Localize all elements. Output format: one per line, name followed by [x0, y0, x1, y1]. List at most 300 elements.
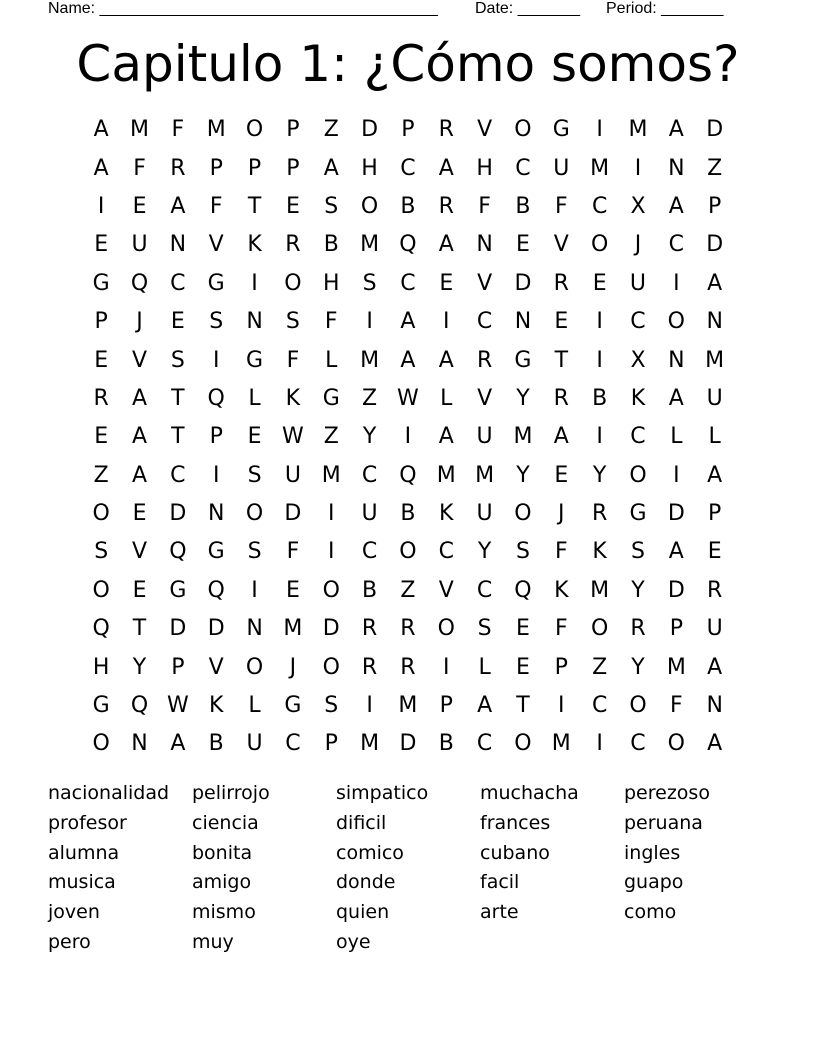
- grid-letter[interactable]: B: [592, 385, 608, 411]
- grid-letter[interactable]: C: [630, 309, 646, 335]
- grid-letter[interactable]: Y: [132, 654, 147, 680]
- grid-letter[interactable]: M: [321, 462, 341, 488]
- grid-letter[interactable]: O: [514, 501, 532, 527]
- grid-letter[interactable]: A: [438, 347, 454, 373]
- grid-letter[interactable]: D: [169, 616, 187, 642]
- grid-letter[interactable]: M: [436, 462, 456, 488]
- grid-letter[interactable]: F: [133, 155, 146, 181]
- grid-letter[interactable]: L: [248, 385, 261, 411]
- grid-letter[interactable]: L: [670, 424, 683, 450]
- word-bank-item: dificil: [336, 811, 387, 834]
- grid-letter[interactable]: O: [514, 117, 532, 143]
- grid-letter[interactable]: E: [132, 501, 147, 527]
- grid-letter[interactable]: E: [94, 424, 109, 450]
- grid-letter[interactable]: O: [92, 731, 110, 757]
- grid-letter[interactable]: O: [322, 654, 340, 680]
- grid-letter[interactable]: M: [360, 731, 380, 757]
- grid-letter[interactable]: P: [669, 616, 683, 642]
- grid-letter[interactable]: N: [706, 309, 723, 335]
- grid-letter[interactable]: I: [596, 731, 603, 757]
- grid-letter[interactable]: A: [131, 462, 148, 488]
- grid-letter[interactable]: A: [438, 424, 454, 450]
- grid-letter[interactable]: T: [132, 616, 147, 642]
- grid-letter[interactable]: C: [668, 232, 685, 258]
- word-bank-item: alumna: [48, 841, 120, 864]
- grid-letter[interactable]: Q: [207, 577, 225, 603]
- grid-letter[interactable]: F: [324, 309, 338, 335]
- grid-letter[interactable]: I: [251, 270, 258, 296]
- grid-letter[interactable]: U: [629, 270, 647, 296]
- grid-letter[interactable]: Y: [516, 385, 530, 411]
- grid-letter[interactable]: Q: [399, 232, 417, 258]
- grid-letter[interactable]: H: [476, 155, 493, 181]
- grid-letter[interactable]: D: [399, 731, 417, 757]
- grid-letter[interactable]: M: [360, 232, 380, 258]
- grid-letter[interactable]: A: [668, 539, 684, 565]
- grid-letter[interactable]: G: [207, 270, 225, 296]
- grid-letter[interactable]: A: [170, 193, 186, 219]
- grid-letter[interactable]: D: [706, 232, 724, 258]
- grid-letter[interactable]: R: [400, 616, 416, 642]
- grid-letter[interactable]: G: [169, 577, 187, 603]
- grid-letter[interactable]: G: [322, 385, 340, 411]
- grid-letter[interactable]: A: [400, 309, 416, 335]
- grid-letter[interactable]: C: [361, 462, 378, 488]
- grid-letter[interactable]: Y: [477, 539, 492, 565]
- grid-letter[interactable]: R: [630, 616, 646, 642]
- grid-letter[interactable]: I: [596, 117, 603, 143]
- grid-letter[interactable]: C: [476, 309, 493, 335]
- grid-letter[interactable]: R: [285, 232, 301, 258]
- grid-letter[interactable]: I: [212, 462, 220, 488]
- grid-letter[interactable]: Y: [631, 577, 645, 603]
- grid-letter[interactable]: N: [706, 693, 723, 719]
- grid-letter[interactable]: A: [668, 117, 684, 143]
- grid-letter[interactable]: J: [289, 654, 297, 680]
- grid-letter[interactable]: P: [708, 501, 722, 527]
- grid-letter[interactable]: B: [400, 193, 416, 219]
- grid-letter[interactable]: U: [284, 462, 301, 488]
- grid-letter[interactable]: D: [207, 616, 225, 642]
- grid-letter[interactable]: U: [361, 501, 378, 527]
- grid-letter[interactable]: I: [251, 577, 258, 603]
- grid-letter[interactable]: I: [443, 309, 450, 335]
- grid-letter[interactable]: U: [553, 155, 570, 181]
- grid-letter[interactable]: D: [667, 577, 685, 603]
- grid-letter[interactable]: K: [208, 693, 224, 719]
- grid-letter[interactable]: O: [437, 616, 455, 642]
- date-field[interactable]: Date: _______: [475, 0, 580, 17]
- grid-letter[interactable]: C: [476, 577, 493, 603]
- grid-letter[interactable]: A: [707, 270, 723, 296]
- grid-letter[interactable]: A: [438, 232, 454, 258]
- grid-letter[interactable]: P: [209, 424, 223, 450]
- grid-letter[interactable]: R: [361, 616, 378, 642]
- grid-letter[interactable]: F: [171, 117, 185, 143]
- grid-letter[interactable]: E: [170, 309, 185, 335]
- grid-letter[interactable]: J: [558, 501, 565, 527]
- grid-letter[interactable]: X: [630, 193, 646, 219]
- grid-letter[interactable]: V: [131, 539, 148, 565]
- grid-letter[interactable]: I: [97, 193, 105, 219]
- grid-letter[interactable]: A: [668, 193, 684, 219]
- grid-letter[interactable]: M: [590, 577, 610, 603]
- grid-letter[interactable]: N: [668, 347, 685, 373]
- grid-letter[interactable]: Q: [399, 462, 417, 488]
- grid-letter[interactable]: E: [94, 232, 109, 258]
- grid-letter[interactable]: F: [670, 693, 683, 719]
- grid-letter[interactable]: V: [553, 232, 569, 258]
- grid-letter[interactable]: P: [324, 731, 338, 757]
- grid-letter[interactable]: V: [438, 577, 454, 603]
- grid-letter[interactable]: T: [554, 347, 569, 373]
- grid-letter[interactable]: D: [322, 616, 340, 642]
- grid-letter[interactable]: B: [323, 232, 339, 258]
- grid-letter[interactable]: D: [514, 270, 532, 296]
- grid-letter[interactable]: M: [551, 731, 571, 757]
- grid-letter[interactable]: E: [554, 309, 569, 335]
- grid-letter[interactable]: O: [667, 309, 685, 335]
- grid-letter[interactable]: Z: [707, 155, 723, 181]
- grid-letter[interactable]: G: [246, 347, 264, 373]
- grid-letter[interactable]: I: [558, 693, 565, 719]
- grid-letter[interactable]: S: [94, 539, 109, 565]
- grid-letter[interactable]: T: [516, 693, 530, 719]
- grid-letter[interactable]: Z: [323, 424, 339, 450]
- grid-letter[interactable]: O: [92, 501, 110, 527]
- grid-letter[interactable]: A: [707, 731, 723, 757]
- grid-letter[interactable]: D: [667, 501, 685, 527]
- grid-letter[interactable]: E: [132, 577, 147, 603]
- grid-letter[interactable]: H: [361, 155, 378, 181]
- grid-letter[interactable]: S: [209, 309, 224, 335]
- grid-letter[interactable]: K: [630, 385, 646, 411]
- word-bank-item: arte: [480, 901, 519, 924]
- grid-letter[interactable]: L: [478, 654, 491, 680]
- grid-letter[interactable]: E: [707, 539, 722, 565]
- grid-letter[interactable]: Z: [400, 577, 416, 603]
- grid-letter[interactable]: A: [707, 462, 723, 488]
- grid-letter[interactable]: C: [285, 731, 301, 757]
- grid-letter[interactable]: M: [513, 424, 533, 450]
- grid-letter[interactable]: S: [362, 270, 377, 296]
- grid-letter[interactable]: S: [631, 539, 645, 565]
- grid-letter[interactable]: T: [247, 193, 262, 219]
- grid-letter[interactable]: Q: [130, 270, 149, 296]
- grid-letter[interactable]: C: [170, 270, 186, 296]
- grid-letter[interactable]: Y: [592, 462, 607, 488]
- grid-letter[interactable]: F: [478, 193, 491, 219]
- grid-letter[interactable]: I: [634, 155, 642, 181]
- grid-letter[interactable]: C: [591, 693, 608, 719]
- grid-letter[interactable]: R: [400, 654, 416, 680]
- grid-letter[interactable]: R: [553, 385, 569, 411]
- grid-letter[interactable]: U: [246, 731, 263, 757]
- grid-letter[interactable]: U: [476, 424, 493, 450]
- grid-letter[interactable]: F: [554, 539, 568, 565]
- grid-letter[interactable]: N: [169, 232, 187, 258]
- grid-letter[interactable]: B: [362, 577, 378, 603]
- grid-letter[interactable]: I: [212, 347, 220, 373]
- grid-letter[interactable]: C: [630, 731, 646, 757]
- grid-letter[interactable]: O: [629, 462, 647, 488]
- grid-letter[interactable]: R: [553, 270, 569, 296]
- grid-letter[interactable]: G: [629, 501, 647, 527]
- grid-letter[interactable]: V: [208, 654, 224, 680]
- grid-letter[interactable]: M: [666, 654, 686, 680]
- grid-letter[interactable]: S: [515, 539, 530, 565]
- grid-letter[interactable]: E: [554, 462, 569, 488]
- grid-letter[interactable]: A: [131, 385, 148, 411]
- grid-letter[interactable]: L: [325, 347, 338, 373]
- grid-letter[interactable]: K: [439, 501, 454, 527]
- grid-letter[interactable]: P: [401, 117, 415, 143]
- grid-letter[interactable]: C: [515, 155, 531, 181]
- grid-letter[interactable]: O: [590, 232, 609, 258]
- grid-letter[interactable]: F: [554, 193, 568, 219]
- word-bank-item: facil: [480, 871, 520, 894]
- grid-letter[interactable]: I: [596, 347, 603, 373]
- grid-letter[interactable]: Z: [323, 117, 339, 143]
- grid-letter[interactable]: I: [596, 424, 603, 450]
- grid-letter[interactable]: R: [438, 117, 454, 143]
- grid-letter[interactable]: C: [591, 193, 608, 219]
- grid-letter[interactable]: O: [284, 270, 302, 296]
- grid-letter[interactable]: P: [708, 193, 722, 219]
- grid-letter[interactable]: R: [591, 501, 608, 527]
- grid-letter[interactable]: K: [554, 577, 569, 603]
- grid-letter[interactable]: O: [245, 501, 264, 527]
- grid-letter[interactable]: D: [706, 117, 724, 143]
- grid-letter[interactable]: O: [322, 577, 340, 603]
- grid-letter[interactable]: I: [673, 270, 680, 296]
- grid-letter[interactable]: K: [247, 232, 262, 258]
- grid-letter[interactable]: C: [400, 270, 416, 296]
- grid-letter[interactable]: S: [324, 193, 339, 219]
- grid-letter[interactable]: A: [400, 347, 416, 373]
- grid-letter[interactable]: L: [440, 385, 453, 411]
- grid-letter[interactable]: F: [286, 347, 300, 373]
- grid-letter[interactable]: S: [247, 539, 262, 565]
- grid-letter[interactable]: N: [246, 616, 263, 642]
- grid-letter[interactable]: C: [361, 539, 378, 565]
- grid-letter[interactable]: C: [476, 731, 493, 757]
- grid-letter[interactable]: M: [475, 462, 495, 488]
- grid-letter[interactable]: U: [706, 385, 723, 411]
- grid-letter[interactable]: G: [552, 117, 570, 143]
- grid-letter[interactable]: O: [245, 117, 264, 143]
- grid-letter[interactable]: A: [323, 155, 339, 181]
- grid-letter[interactable]: Z: [93, 462, 109, 488]
- grid-letter[interactable]: Q: [92, 616, 110, 642]
- grid-letter[interactable]: S: [324, 693, 339, 719]
- grid-letter[interactable]: O: [245, 654, 264, 680]
- grid-letter[interactable]: U: [476, 501, 493, 527]
- period-field[interactable]: Period: _______: [606, 0, 724, 17]
- grid-letter[interactable]: A: [707, 654, 723, 680]
- grid-letter[interactable]: E: [94, 347, 109, 373]
- grid-letter[interactable]: Z: [592, 654, 608, 680]
- grid-letter[interactable]: E: [285, 577, 300, 603]
- grid-letter[interactable]: H: [322, 270, 340, 296]
- grid-letter[interactable]: I: [404, 424, 412, 450]
- grid-letter[interactable]: A: [438, 155, 454, 181]
- grid-letter[interactable]: P: [247, 155, 262, 181]
- grid-letter[interactable]: Q: [169, 539, 187, 565]
- grid-letter[interactable]: O: [590, 616, 609, 642]
- grid-letter[interactable]: C: [630, 424, 646, 450]
- grid-letter[interactable]: O: [360, 193, 379, 219]
- grid-letter[interactable]: B: [438, 731, 454, 757]
- grid-letter[interactable]: O: [514, 731, 532, 757]
- grid-letter[interactable]: F: [554, 616, 568, 642]
- grid-letter[interactable]: V: [131, 347, 148, 373]
- grid-letter[interactable]: P: [286, 117, 300, 143]
- grid-letter[interactable]: O: [92, 577, 110, 603]
- grid-letter[interactable]: R: [476, 347, 493, 373]
- grid-letter[interactable]: T: [171, 385, 185, 411]
- grid-letter[interactable]: M: [590, 155, 610, 181]
- grid-letter[interactable]: M: [206, 117, 226, 143]
- grid-letter[interactable]: M: [283, 616, 303, 642]
- grid-letter[interactable]: R: [170, 155, 186, 181]
- grid-letter[interactable]: N: [131, 731, 148, 757]
- grid-letter[interactable]: N: [476, 232, 493, 258]
- grid-letter[interactable]: P: [94, 309, 108, 335]
- grid-letter[interactable]: O: [667, 731, 685, 757]
- grid-letter[interactable]: V: [477, 117, 493, 143]
- grid-letter[interactable]: E: [132, 193, 147, 219]
- grid-letter[interactable]: S: [285, 309, 300, 335]
- grid-letter[interactable]: V: [208, 232, 224, 258]
- grid-letter[interactable]: W: [397, 385, 419, 411]
- grid-letter[interactable]: I: [327, 539, 335, 565]
- grid-letter[interactable]: Z: [362, 385, 378, 411]
- grid-letter[interactable]: Q: [514, 577, 532, 603]
- grid-letter[interactable]: D: [361, 117, 379, 143]
- grid-letter[interactable]: P: [209, 155, 223, 181]
- grid-letter[interactable]: R: [361, 654, 378, 680]
- grid-letter[interactable]: Q: [207, 385, 225, 411]
- grid-letter[interactable]: E: [516, 232, 530, 258]
- grid-letter[interactable]: B: [400, 501, 416, 527]
- grid-letter[interactable]: G: [92, 270, 110, 296]
- grid-letter[interactable]: O: [629, 693, 647, 719]
- grid-letter[interactable]: S: [477, 616, 492, 642]
- grid-letter[interactable]: M: [705, 347, 725, 373]
- grid-letter[interactable]: I: [366, 693, 373, 719]
- grid-letter[interactable]: Y: [631, 654, 645, 680]
- grid-letter[interactable]: L: [248, 693, 261, 719]
- grid-letter[interactable]: I: [596, 309, 603, 335]
- grid-letter[interactable]: S: [247, 462, 262, 488]
- word-bank-item: mismo: [192, 901, 256, 924]
- grid-letter[interactable]: G: [514, 347, 532, 373]
- grid-letter[interactable]: M: [360, 347, 380, 373]
- grid-letter[interactable]: A: [93, 117, 109, 143]
- grid-letter[interactable]: A: [93, 155, 109, 181]
- grid-letter[interactable]: F: [286, 539, 300, 565]
- name-field[interactable]: Name: ______________________________________: [48, 0, 438, 17]
- grid-letter[interactable]: I: [443, 654, 450, 680]
- grid-letter[interactable]: D: [284, 501, 302, 527]
- grid-letter[interactable]: D: [169, 501, 187, 527]
- grid-letter[interactable]: N: [514, 309, 532, 335]
- grid-letter[interactable]: P: [554, 654, 568, 680]
- grid-letter[interactable]: K: [592, 539, 607, 565]
- grid-letter[interactable]: K: [285, 385, 301, 411]
- word-bank-item: como: [624, 901, 677, 924]
- grid-row: [82, 572, 734, 610]
- grid-letter[interactable]: Q: [130, 693, 149, 719]
- grid-letter[interactable]: U: [706, 616, 723, 642]
- grid-letter[interactable]: E: [516, 654, 530, 680]
- grid-letter[interactable]: J: [136, 309, 143, 335]
- word-bank-item: pero: [48, 930, 91, 953]
- grid-letter[interactable]: G: [207, 539, 225, 565]
- grid-letter[interactable]: H: [92, 654, 110, 680]
- grid-letter[interactable]: U: [131, 232, 148, 258]
- grid-letter[interactable]: I: [366, 309, 373, 335]
- grid-letter[interactable]: V: [477, 270, 493, 296]
- grid-letter[interactable]: N: [668, 155, 685, 181]
- grid-letter[interactable]: R: [438, 193, 454, 219]
- grid-letter[interactable]: P: [439, 693, 453, 719]
- grid-letter[interactable]: B: [208, 731, 224, 757]
- grid-letter[interactable]: I: [673, 462, 680, 488]
- grid-letter[interactable]: P: [286, 155, 300, 181]
- grid-letter[interactable]: F: [209, 193, 223, 219]
- grid-letter[interactable]: E: [285, 193, 300, 219]
- grid-letter[interactable]: E: [516, 616, 530, 642]
- grid-letter[interactable]: R: [93, 385, 109, 411]
- grid-letter[interactable]: E: [439, 270, 454, 296]
- grid-letter[interactable]: C: [170, 462, 186, 488]
- grid-letter[interactable]: O: [399, 539, 417, 565]
- grid-letter[interactable]: C: [438, 539, 454, 565]
- grid-letter[interactable]: C: [400, 155, 416, 181]
- grid-letter[interactable]: M: [398, 693, 418, 719]
- grid-letter[interactable]: V: [477, 385, 493, 411]
- grid-letter[interactable]: W: [166, 693, 189, 719]
- grid-letter[interactable]: Y: [516, 462, 530, 488]
- grid-letter[interactable]: E: [247, 424, 262, 450]
- grid-letter[interactable]: T: [171, 424, 185, 450]
- grid-letter[interactable]: W: [282, 424, 304, 450]
- grid-letter[interactable]: M: [628, 117, 648, 143]
- grid-letter[interactable]: A: [131, 424, 148, 450]
- grid-letter[interactable]: A: [477, 693, 493, 719]
- grid-letter[interactable]: S: [170, 347, 185, 373]
- grid-letter[interactable]: I: [327, 501, 335, 527]
- grid-letter[interactable]: E: [592, 270, 607, 296]
- grid-letter[interactable]: A: [170, 731, 186, 757]
- grid-letter[interactable]: G: [92, 693, 110, 719]
- grid-letter[interactable]: G: [284, 693, 302, 719]
- grid-letter[interactable]: P: [171, 654, 185, 680]
- grid-letter[interactable]: R: [707, 577, 723, 603]
- grid-letter[interactable]: A: [553, 424, 569, 450]
- grid-letter[interactable]: X: [630, 347, 646, 373]
- grid-letter[interactable]: N: [246, 309, 263, 335]
- grid-letter[interactable]: L: [708, 424, 721, 450]
- grid-letter[interactable]: B: [515, 193, 531, 219]
- grid-letter[interactable]: M: [130, 117, 149, 143]
- grid-letter[interactable]: J: [634, 232, 642, 258]
- grid-letter[interactable]: N: [207, 501, 225, 527]
- grid-letter[interactable]: Y: [362, 424, 377, 450]
- grid-letter[interactable]: A: [668, 385, 684, 411]
